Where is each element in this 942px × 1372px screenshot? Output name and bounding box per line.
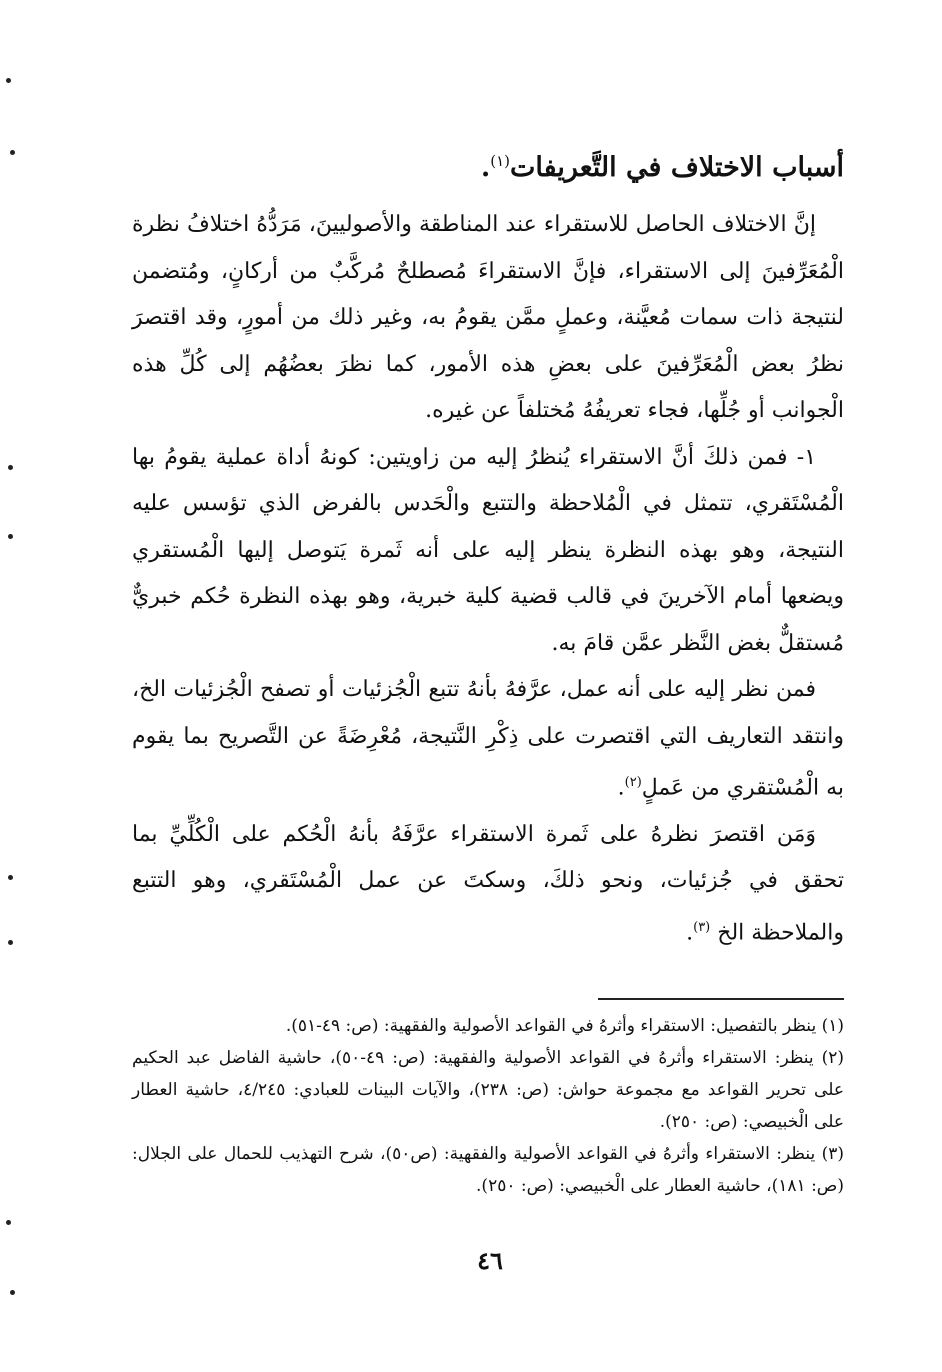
paragraph-4-text: وَمَن اقتصرَ نظرهُ على ثَمرة الاستقراء عرَّفَهُ بأنهُ الْحُكم على الْكُلِّيِّ بما تحقق في جُزئيات، ونحو ذلكَ، وسكتَ عن عمل الْمُسْتَقري، وهو التتبع والملاحظة الخ bbox=[132, 821, 844, 946]
scan-speck bbox=[10, 150, 15, 155]
footnote-2: (٢) ينظر: الاستقراء وأثرهُ في القواعد الأصولية والفقهية: (ص: ٤٩-٥٠)، حاشية الفاضل عبد الحكيم على تحرير القواعد مع مجموعة حواش: (ص: ٢٣٨)، والآيات البينات للعبادي: ٤/٢٤٥، حاشية العطار على الْخبيصي: (ص: ٢٥٠). bbox=[132, 1048, 844, 1132]
heading-period: . bbox=[480, 152, 491, 183]
paragraph-3-text: فمن نظر إليه على أنه عمل، عرَّفهُ بأنهُ تتبع الْجُزئيات أو تصفح الْجُزئيات الخ، وانتقد التعاريف التي اقتصرت على ذِكْرِ النَّتيجة، مُعْرِضَةً عن التَّصريح بما يقوم به الْمُسْتقري من عَملٍ bbox=[132, 677, 844, 801]
paragraph-2: ١- فمن ذلكَ أنَّ الاستقراء يُنظرُ إليه من زاويتين: كونهُ أداة عملية يقومُ بها الْمُسْتَقري، تتمثل في الْمُلاحظة والتتبع والْحَدس بالفرض الذي تؤسس عليه النتيجة، وهو بهذه النظرة ينظر إليه على أنه ثَمرة يَتوصل إليها الْمُستقري ويضعها أمام الآخرينَ في قالب قضية كلية خبرية، وهو بهذه النظرة حُكم خبريٌّ مُستقلٌّ بغض النَّظر عمَّن قامَ به. bbox=[132, 444, 844, 656]
scan-speck bbox=[8, 534, 13, 539]
footnotes bbox=[132, 1010, 844, 1202]
heading-title: أسباب الاختلاف في التَّعريفات bbox=[510, 152, 844, 183]
scan-speck bbox=[8, 875, 13, 880]
paragraph-3: فمن نظر إليه على أنه عمل، عرَّفهُ بأنهُ تتبع الْجُزئيات أو تصفح الْجُزئيات الخ، وانتقد التعاريف التي اقتصرت على ذِكْرِ النَّتيجة، مُعْرِضَةً عن التَّصريح بما يقوم به الْمُسْتقري من عَملٍ$^{(٢)}$. bbox=[132, 677, 844, 801]
scan-speck bbox=[8, 940, 13, 945]
footnote-1: (١) ينظر بالتفصيل: الاستقراء وأثرهُ في القواعد الأصولية والفقهية: (ص: ٤٩-٥١). bbox=[285, 1016, 844, 1036]
scan-speck bbox=[6, 78, 11, 83]
scan-speck bbox=[6, 1220, 11, 1225]
footnote-ref-3: (٣) bbox=[693, 919, 711, 935]
paragraph-1: إنَّ الاختلاف الحاصل للاستقراء عند المناطقة والأصوليينَ، مَرَدُّهُ اختلافُ نظرة الْمُعَرِّفينَ إلى الاستقراء، فإنَّ الاستقراءَ مُصطلحٌ مُركَّبٌ من أركانٍ، ومُتضمن لنتيجة ذات سمات مُعيَّنة، وعملٍ ممَّن يقومُ به، وغير ذلك من أمورٍ، وقد اقتصرَ نظرُ بعض الْمُعَرِّفينَ على بعضِ هذه الأمور، كما نظرَ بعضُهُم إلى كُلِّ هذه الْجوانب أو جُلِّها، فجاء تعريفُهُ مُختلفاً عن غيره. bbox=[132, 212, 844, 423]
page-number: ٤٦ bbox=[477, 1246, 503, 1275]
section-heading bbox=[481, 152, 844, 183]
scan-speck bbox=[8, 465, 13, 470]
footnote-3: (٣) ينظر: الاستقراء وأثرهُ في القواعد الأصولية والفقهية: (ص٥٠)، شرح التهذيب للحمال على الجلال: (ص: ١٨١)، حاشية العطار على الْخبيصي: (ص: ٢٥٠). bbox=[132, 1144, 845, 1196]
main-text bbox=[132, 202, 844, 957]
paragraph-4: وَمَن اقتصرَ نظرهُ على ثَمرة الاستقراء عرَّفَهُ بأنهُ الْحُكم على الْكُلِّيِّ بما تحقق في جُزئيات، ونحو ذلكَ، وسكتَ عن عمل الْمُسْتَقري، وهو التتبع والملاحظة الخ $^{(٣)}$. bbox=[132, 821, 844, 946]
scan-speck bbox=[10, 1290, 15, 1295]
footnote-ref-2: (٢) bbox=[624, 775, 642, 790]
heading-footnote-ref: (١) bbox=[490, 152, 511, 170]
footnote-separator bbox=[598, 998, 844, 1000]
